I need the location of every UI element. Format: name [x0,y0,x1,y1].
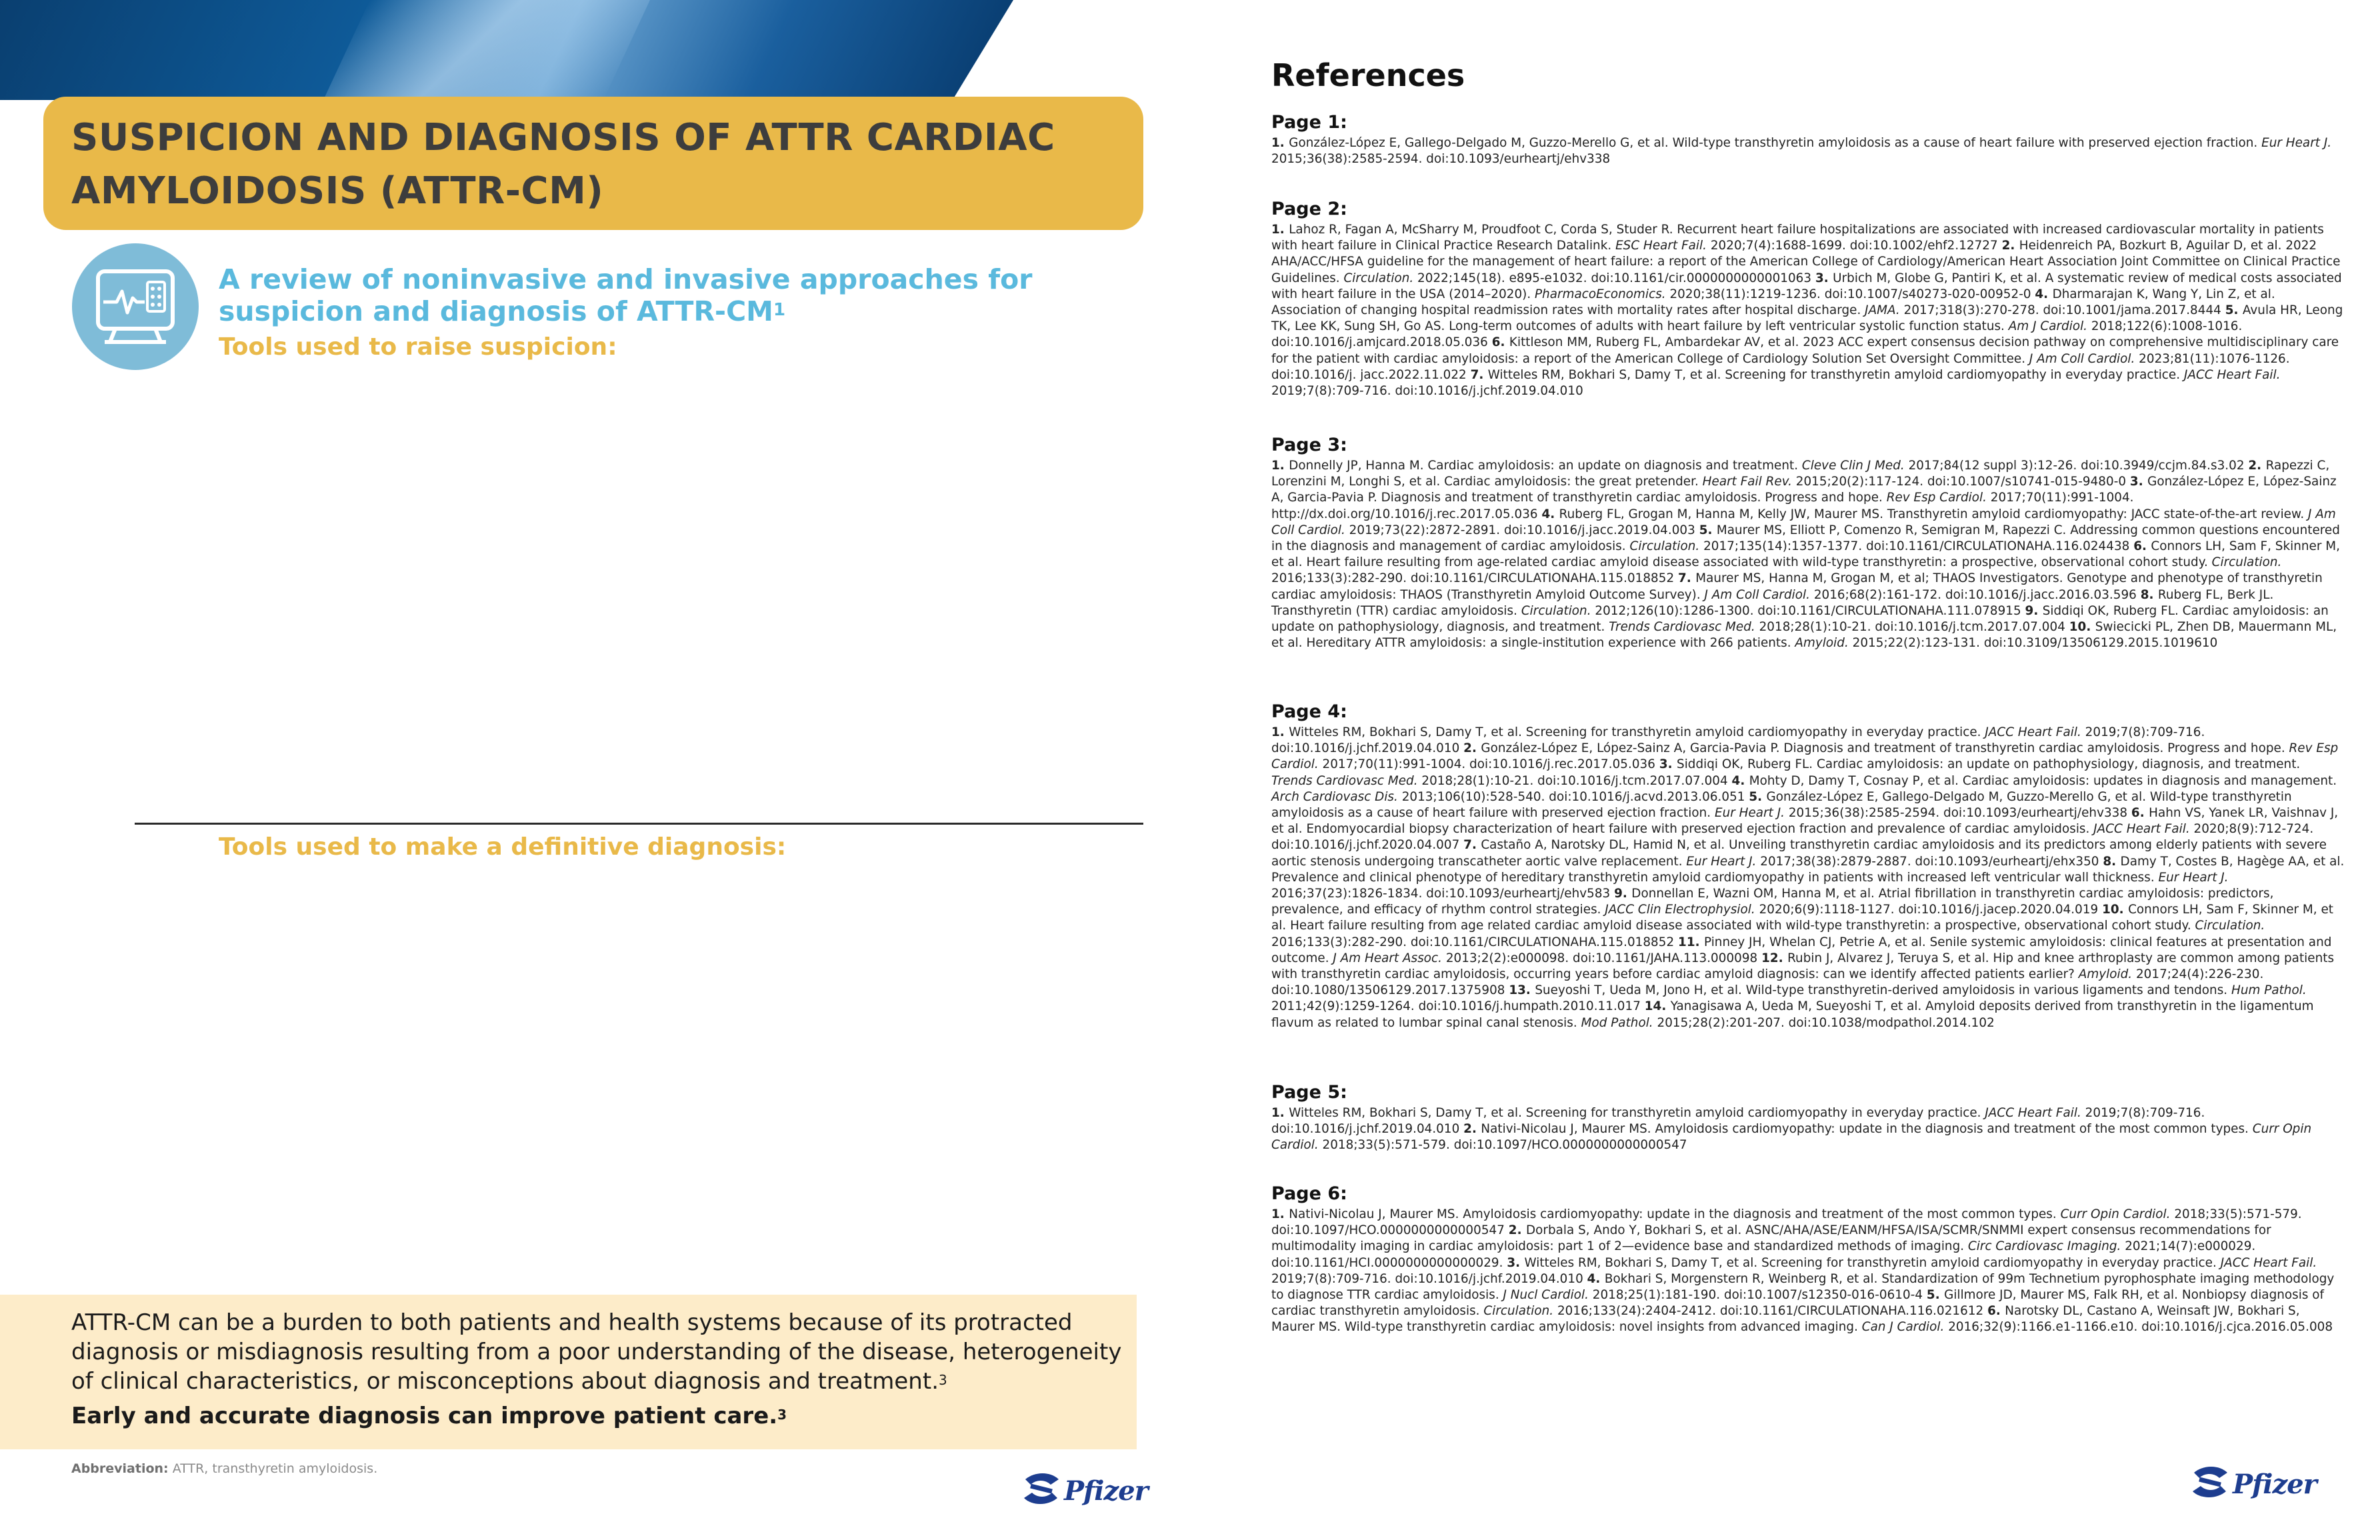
reference-text: Rubin J, Alvarez J, Teruya S, et al. Hip and knee arthroplasty are common among patients with transthyretin cardiac amyloidosis, occurring years before cardiac amyloid diagnosis: can we identify affected patients earlier? [1271,951,2335,982]
reference-text: Donnellan E, Wazni OM, Hanna M, et al. Atrial fibrillation in transthyretin cardiac amyloidosis: predictors, prevalence, and efficacy of rhythm control strategies. [1271,887,2274,917]
reference-journal: Cleve Clin J Med. [1801,459,1905,473]
reference-text: 2011;42(9):1259-1264. doi:10.1016/j.humpath.2010.11.017 [1271,999,1641,1014]
reference-number: 2. [2248,459,2266,473]
ref-list [1271,1207,2345,1336]
reference-text: 2019;7(8):709-716. doi:10.1016/j.jchf.2019.04.010 [1271,725,2205,756]
reference-text: Siddiqi OK, Ruberg FL. Cardiac amyloidosis: an update on pathophysiology, diagnosis, and treatment. [1677,757,2301,772]
reference-number: 1. [1271,725,1289,739]
reference-text: González-López E, Gallego-Delgado M, Guzzo-Merello G, et al. Wild-type transthyretin amyloidosis as a cause of heart failure with preserved ejection fraction. [1271,789,2292,821]
reference-number: 9. [2025,603,2043,618]
reference-journal: PharmacoEconomics. [1535,287,1666,301]
reference-text: Pinney JH, Whelan CJ, Petrie A, et al. Senile systemic amyloidosis: clinical features at presentation and outcome. [1271,935,2332,965]
section-divider [135,823,1143,825]
reference-journal: Circ Cardiovasc Imaging. [1967,1239,2121,1254]
reference-text: 2017;84(12 suppl 3):12-26. doi:10.3949/ccjm.84.s3.02 [1904,459,2245,473]
reference-journal: Rev Esp Cardiol. [1886,491,1987,505]
subtitle-citation: 1 [773,300,786,320]
reference-text: 2021;14(7):e000029. doi:10.1161/HCI.0000000000000029. [1271,1239,2256,1270]
reference-number: 2. [1463,741,1481,756]
reference-journal: Amyloid. [2078,967,2133,982]
reference-text: 2022;145(18). e895-e1032. doi:10.1161/cir.0000000000001063 [1413,271,1812,285]
reference-journal: Circulation. [1521,603,1591,618]
reference-text: 2019;73(22):2872-2891. doi:10.1016/j.jacc.2019.04.003 [1345,523,1695,537]
reference-number: 3. [1507,1255,1525,1270]
title-banner [43,97,1143,230]
tools-suspicion-heading: Tools used to raise suspicion: [219,333,617,361]
reference-number: 3. [2129,475,2148,489]
reference-journal: Eur Heart J. [2261,136,2332,150]
ref-list [1271,1105,2345,1154]
reference-text: Witteles RM, Bokhari S, Damy T, et al. Screening for transthyretin amyloid cardiomyopathy in everyday practice. [1289,1106,1985,1120]
reference-journal: Trends Cardiovasc Med. [1609,620,1755,635]
reference-text: 2016;133(24):2404-2412. doi:10.1161/CIRCULATIONAHA.116.021612 [1553,1304,1984,1319]
reference-journal: JACC Heart Fail. [2183,367,2281,382]
reference-journal: J Am Heart Assoc. [1333,951,1443,965]
burden-callout [0,1295,1137,1449]
burden-text-block [71,1308,1125,1396]
reference-text: 2015;36(38):2585-2594. doi:10.1093/eurheartj/ehv338 [1784,806,2128,821]
reference-journal: J Nucl Cardiol. [1503,1288,1589,1303]
reference-text: 2023;81(11):1076-1126. doi:10.1016/j. jacc.2022.11.022 [1271,351,2290,382]
reference-text: Avula HR, Leong TK, Lee KK, Sung SH, Go AS. Long-term outcomes of adults with heart failure by left ventricular systolic function status. [1271,303,2343,334]
reference-number: 5. [1749,789,1767,804]
reference-journal: J Am Coll Cardiol. [2029,351,2135,366]
reference-journal: JACC Clin Electrophysiol. [1605,903,1755,917]
ref-list [1271,458,2345,651]
reference-text: Bokhari S, Morgenstern R, Weinberg R, et al. Standardization of 99m Technetium pyrophosphate imaging methodology to diagnose TTR cardiac amyloidosis. [1271,1271,2335,1303]
reference-text: Lahoz R, Fagan A, McSharry M, Proudfoot C, Corda S, Studer R. Recurrent heart failure hospitalizations are associated with increased cardiovascular mortality in patients with heart failure in Clinical Practice Research Datalink. [1271,223,2324,253]
reference-number: 10. [2102,903,2129,917]
reference-number: 4. [2035,287,2053,301]
burden-strong-text: Early and accurate diagnosis can improve patient care. [71,1403,778,1429]
reference-number: 2. [1463,1122,1481,1137]
ref-list [1271,135,2345,167]
reference-text: Dharmarajan K, Wang Y, Lin Z, et al. Association of changing hospital readmission rates with mortality rates after hospital discharge. [1271,287,2275,318]
pfizer-wordmark: Pfizer [1064,1475,1148,1507]
reference-number: 1. [1271,459,1289,473]
reference-journal: Eur Heart J. [2158,870,2229,885]
reference-journal: Rev Esp Cardiol. [1271,741,2339,772]
reference-text: Hahn VS, Yanek LR, Vaishnav J, et al. Endomyocardial biopsy characterization of heart failure with preserved ejection fraction and prevalence of cardiac amyloidosis. [1271,806,2339,837]
reference-text: Witteles RM, Bokhari S, Damy T, et al. Screening for transthyretin amyloid cardiomyopathy in everyday practice. [1524,1255,2221,1270]
hero-light-streak [323,0,650,100]
reference-text: 2018;25(1):181-190. doi:10.1007/s12350-016-0610-4 [1588,1288,1923,1303]
reference-number: 9. [1614,887,1632,901]
reference-text: Nativi-Nicolau J, Maurer MS. Amyloidosis cardiomyopathy: update in the diagnosis and treatment of the most common types. [1289,1207,2061,1221]
reference-text: 2016;68(2):161-172. doi:10.1016/j.jacc.2016.03.596 [1809,587,2137,602]
right-page [1190,0,2380,1540]
reference-number: 7. [1678,571,1696,586]
reference-journal: Curr Opin Cardiol. [1271,1122,2312,1153]
reference-text: 2017;24(4):226-230. doi:10.1080/13506129.2017.1375908 [1271,967,2264,998]
ref-section-page6 [1271,1183,2345,1336]
reference-number: 1. [1271,136,1289,150]
reference-journal: Arch Cardiovasc Dis. [1271,789,1398,804]
pfizer-wordmark: Pfizer [2233,1469,2317,1500]
reference-text: 2017;70(11):991-1004. http://dx.doi.org/10.1016/j.rec.2017.05.036 [1271,491,2134,521]
page-title: SUSPICION AND DIAGNOSIS OF ATTR CARDIAC AMYLOIDOSIS (ATTR-CM) [71,116,1055,213]
reference-text: 2013;2(2):e000098. doi:10.1161/JAHA.113.000098 [1442,951,1758,965]
reference-text: 2018;122(6):1008-1016. doi:10.1016/j.amjcard.2018.05.036 [1271,319,2243,350]
reference-text: Mohty D, Damy T, Cosnay P, et al. Cardiac amyloidosis: updates in diagnosis and management. [1749,773,2337,788]
ref-section-page3 [1271,435,2345,651]
ref-section-page5 [1271,1082,2345,1154]
ref-heading: Page 5: [1271,1082,1347,1103]
heart-monitor-icon [89,262,182,351]
hero-image [0,0,1013,100]
reference-journal: J Am Coll Cardiol. [1704,587,1810,602]
reference-journal: Trends Cardiovasc Med. [1271,773,1418,788]
reference-number: 8. [2103,854,2121,869]
reference-text: González-López E, López-Sainz A, Garcia-Pavia P. Diagnosis and treatment of transthyretin cardiac amyloidosis. Progress and hope. [1271,475,2337,505]
reference-number: 14. [1644,999,1671,1014]
reference-journal: JACC Heart Fail. [2093,822,2190,837]
ref-section-page4 [1271,701,2345,1031]
reference-text: 2019;7(8):709-716. doi:10.1016/j.jchf.2019.04.010 [1271,1106,2205,1137]
reference-number: 3. [1815,271,1833,285]
reference-number: 5. [1699,523,1717,537]
reference-journal: JACC Heart Fail. [1985,725,2081,739]
reference-text: Urbich M, Globe G, Pantiri K, et al. A systematic review of medical costs associated with heart failure in the USA (2014–2020). [1271,271,2342,301]
reference-text: 2012;126(10):1286-1300. doi:10.1161/CIRCULATIONAHA.111.078915 [1591,603,2021,618]
reference-text: 2013;106(10):528-540. doi:10.1016/j.acvd.2013.06.051 [1397,789,1745,804]
reference-number: 6. [1987,1304,2005,1319]
reference-number: 7. [1470,367,1488,382]
reference-text: 2015;22(2):123-131. doi:10.3109/13506129.2015.1019610 [1848,636,2218,651]
reference-number: 4. [1731,773,1749,788]
reference-journal: JAMA. [1865,303,1900,318]
reference-text: 2019;7(8):709-716. doi:10.1016/j.jchf.2019.04.010 [1271,1271,1583,1286]
reference-text: Nativi-Nicolau J, Maurer MS. Amyloidosis cardiomyopathy: update in the diagnosis and treatment of the most common types. [1481,1122,2253,1137]
reference-journal: Eur Heart J. [1686,854,1757,869]
reference-text: 2015;28(2):201-207. doi:10.1038/modpathol.2014.102 [1653,1015,1995,1030]
reference-text: 2016;37(23):1826-1834. doi:10.1093/eurheartj/ehv583 [1271,887,1611,901]
reference-number: 6. [2131,806,2149,821]
monitor-badge [72,243,199,370]
reference-text: Rapezzi C, Lorenzini M, Longhi S, et al. Cardiac amyloidosis: the great pretender. [1271,459,2330,489]
reference-journal: Hum Pathol. [2231,983,2307,998]
reference-number: 6. [1491,335,1509,350]
reference-number: 2. [2001,239,2019,253]
reference-text: Siddiqi OK, Ruberg FL. Cardiac amyloidosis: an update on pathophysiology, diagnosis, and treatment. [1271,603,2329,635]
reference-text: González-López E, Gallego-Delgado M, Guzzo-Merello G, et al. Wild-type transthyretin amyloidosis as a cause of heart failure with preserved ejection fraction. [1289,136,2262,150]
reference-journal: J Am Coll Cardiol. [1271,507,2336,537]
reference-item [1271,136,2331,166]
reference-text: 2020;38(11):1219-1236. doi:10.1007/s40273-020-00952-0 [1665,287,2031,301]
reference-journal: Circulation. [2195,919,2265,933]
burden-strong-citation: 3 [777,1407,787,1423]
reference-text: 2015;20(2):117-124. doi:10.1007/s10741-015-9480-0 [1791,475,2127,489]
ref-list [1271,725,2345,1031]
burden-citation: 3 [939,1372,947,1388]
ref-heading: Page 1: [1271,112,1347,133]
reference-journal: Eur Heart J. [1714,806,1785,821]
reference-journal: Amyloid. [1795,636,1849,651]
reference-text: Maurer MS, Hanna M, Grogan M, et al; THAOS Investigators. Genotype and phenotype of transthyretin cardiac amyloidosis: THAOS (Transthyretin Amyloid Outcome Survey). [1271,571,2323,602]
burden-text: ATTR-CM can be a burden to both patients and health systems because of its protracted diagnosis or misdiagnosis resulting from a poor understanding of the disease, heterogeneity of clinical characteristics, or misconceptions about diagnosis and treatment. [71,1309,1122,1395]
reference-text: 2016;133(3):282-290. doi:10.1161/CIRCULATIONAHA.115.018852 [1271,571,1675,586]
reference-text: Maurer MS, Elliott P, Comenzo R, Semigran M, Rapezzi C. Addressing common questions encountered in the diagnosis and management of cardiac amyloidosis. [1271,523,2340,554]
reference-text: 2016;32(9):1166.e1-1166.e10. doi:10.1016/j.cjca.2016.05.008 [1944,1320,2333,1335]
reference-text: Ruberg FL, Grogan M, Hanna M, Kelly JW, Maurer MS. Transthyretin amyloid cardiomyopathy: JACC state-of-the-art review. [1559,507,2309,521]
reference-text: Ruberg FL, Berk JL. Transthyretin (TTR) cardiac amyloidosis. [1271,587,2274,618]
reference-text: Witteles RM, Bokhari S, Damy T, et al. Screening for transthyretin amyloid cardiomyopathy in everyday practice. [1289,725,1985,739]
reference-text: Narotsky DL, Castano A, Weinsaft JW, Bokhari S, Maurer MS. Wild-type transthyretin cardiac amyloidosis: novel insights from advanced imaging. [1271,1304,2300,1335]
reference-number: 1. [1271,1207,1289,1221]
ref-heading: Page 3: [1271,435,1347,455]
reference-journal: Heart Fail Rev. [1702,475,1792,489]
reference-journal: Can J Cardiol. [1861,1320,1945,1335]
reference-text: 2018;28(1):10-21. doi:10.1016/j.tcm.2017.07.004 [1755,620,2065,635]
reference-number: 13. [1509,983,1535,998]
reference-number: 4. [1541,507,1559,521]
reference-number: 12. [1761,951,1788,965]
burden-strong-block [71,1401,1125,1431]
reference-number: 10. [2069,620,2095,635]
reference-text: Sueyoshi T, Ueda M, Jono H, et al. Wild-type transthyretin-derived amyloidosis in various ligaments and tendons. [1535,983,2231,998]
reference-text: 2020;8(9):712-724. doi:10.1016/j.jchf.2020.04.007 [1271,822,2314,853]
pfizer-logo-left [1020,1470,1153,1510]
ref-list [1271,222,2345,399]
reference-journal: Curr Opin Cardiol. [2060,1207,2171,1221]
reference-journal: Circulation. [1629,539,1700,554]
ref-heading: Page 6: [1271,1183,1347,1204]
reference-text: 2018;33(5):571-579. doi:10.1097/HCO.0000000000000547 [1271,1207,2302,1238]
reference-text: 2019;7(8):709-716. doi:10.1016/j.jchf.2019.04.010 [1271,384,1583,399]
reference-number: 8. [2140,587,2158,602]
reference-journal: Circulation. [1483,1304,1554,1319]
abbreviation-text: ATTR, transthyretin amyloidosis. [172,1461,378,1476]
reference-number: 6. [2133,539,2151,554]
ref-heading: Page 2: [1271,199,1347,219]
reference-text: Gillmore JD, Maurer MS, Falk RH, et al. Nonbiopsy diagnosis of cardiac transthyretin amyloidosis. [1271,1288,2325,1319]
reference-number: 4. [1587,1271,1605,1286]
reference-text: 2017;38(38):2879-2887. doi:10.1093/eurheartj/ehx350 [1756,854,2099,869]
reference-text: 2016;133(3):282-290. doi:10.1161/CIRCULATIONAHA.115.018852 [1271,935,1675,949]
reference-journal: Circulation. [1343,271,1414,285]
reference-text: 2015;36(38):2585-2594. doi:10.1093/eurheartj/ehv338 [1271,152,1611,167]
reference-number: 3. [1659,757,1677,772]
reference-text: 2020;7(4):1688-1699. doi:10.1002/ehf2.12727 [1707,239,1998,253]
reference-number: 1. [1271,223,1289,237]
pfizer-helix-icon [1020,1470,1063,1507]
reference-item [1271,459,2245,473]
reference-journal: JACC Heart Fail. [2220,1255,2317,1270]
reference-text: Dorbala S, Ando Y, Bokhari S, et al. ASNC/AHA/ASE/EANM/HFSA/ISA/SCMR/SNMMI expert consensus recommendations for multimodality imaging in cardiac amyloidosis: part 1 of 2—evidence base and standardized methods of imaging. [1271,1223,2271,1254]
references-title: References [1271,57,1465,93]
reference-text: Connors LH, Sam F, Skinner M, et al. Heart failure resulting from age-related cardiac amyloid disease associated with wild-type transthyretin: a prospective, observational cohort study. [1271,539,2340,570]
reference-journal: ESC Heart Fail. [1615,239,1707,253]
ref-section-page1 [1271,112,2345,167]
reference-text: 2017;70(11):991-1004. doi:10.1016/j.rec.2017.05.036 [1318,757,1655,772]
abbreviation-label: Abbreviation: [71,1461,169,1476]
reference-text: 2020;6(9):1118-1127. doi:10.1016/j.jacep.2020.04.019 [1755,903,2099,917]
ref-heading: Page 4: [1271,701,1347,722]
reference-journal: JACC Heart Fail. [1985,1106,2081,1120]
pfizer-helix-icon [2189,1463,2231,1501]
pfizer-logo-right [2189,1463,2322,1503]
reference-text: Donnelly JP, Hanna M. Cardiac amyloidosis: an update on diagnosis and treatment. [1289,459,1802,473]
abbreviation-note [71,1461,377,1476]
reference-text: 2017;318(3):270-278. doi:10.1001/jama.2017.8444 [1899,303,2221,318]
reference-text: Connors LH, Sam F, Skinner M, et al. Heart failure resulting from age related cardiac amyloid disease associated with wild-type transthyretin: a prospective, observational cohort study. [1271,903,2334,933]
reference-number: 2. [1508,1223,1526,1238]
reference-number: 1. [1271,1106,1289,1120]
reference-text: González-López E, López-Sainz A, Garcia-Pavia P. Diagnosis and treatment of transthyretin cardiac amyloidosis. Progress and hope. [1481,741,2289,756]
reference-number: 5. [2225,303,2243,318]
reference-text: Heidenreich PA, Bozkurt B, Aguilar D, et al. 2022 AHA/ACC/HFSA guideline for the management of heart failure: a report of the American College of Cardiology/American Heart Association Joint Committee on Clinical Practice Guidelines. [1271,239,2341,285]
reference-number: 5. [1926,1288,1945,1303]
ref-section-page2 [1271,199,2345,399]
reference-journal: Circulation. [2211,555,2282,570]
reference-number: 7. [1463,838,1481,853]
reference-text: Kittleson MM, Ruberg FL, Ambardekar AV, et al. 2023 ACC expert consensus decision pathway on comprehensive multidisciplinary care for the patient with cardiac amyloidosis: a report of the American College of Cardiology Solution Set Oversight Committee. [1271,335,2339,366]
reference-text: Swiecicki PL, Zhen DB, Mauermann ML, et al. Hereditary ATTR amyloidosis: a single-institution experience with 266 patients. [1271,620,2337,651]
reference-text: Witteles RM, Bokhari S, Damy T, et al. Screening for transthyretin amyloid cardiomyopathy in everyday practice. [1487,367,2184,382]
page-subtitle [219,263,1139,327]
reference-text: Castaño A, Narotsky DL, Hamid N, et al. Unveiling transthyretin cardiac amyloidosis and its predictors among elderly patients with severe aortic stenosis undergoing transcatheter aortic valve replacement. [1271,838,2327,869]
reference-journal: Am J Cardiol. [2008,319,2088,334]
reference-text: Damy T, Costes B, Hagège AA, et al. Prevalence and clinical phenotype of hereditary transthyretin amyloid cardiomyopathy in patients with increased left ventricular wall thickness. [1271,854,2345,885]
tools-diagnosis-heading: Tools used to make a definitive diagnosis: [219,833,787,861]
reference-text: 2018;28(1):10-21. doi:10.1016/j.tcm.2017.07.004 [1417,773,1728,788]
subtitle-text: A review of noninvasive and invasive approaches for suspicion and diagnosis of ATTR-CM [219,263,1033,327]
reference-text: Yanagisawa A, Ueda M, Sueyoshi T, et al. Amyloid deposits derived from transthyretin in the ligamentum flavum as related to lumbar spinal canal stenosis. [1271,999,2314,1030]
reference-text: 2017;135(14):1357-1377. doi:10.1161/CIRCULATIONAHA.116.024438 [1699,539,2130,554]
reference-journal: Mod Pathol. [1581,1015,1653,1030]
reference-text: 2018;33(5):571-579. doi:10.1097/HCO.0000000000000547 [1318,1138,1687,1153]
reference-number: 11. [1678,935,1705,949]
